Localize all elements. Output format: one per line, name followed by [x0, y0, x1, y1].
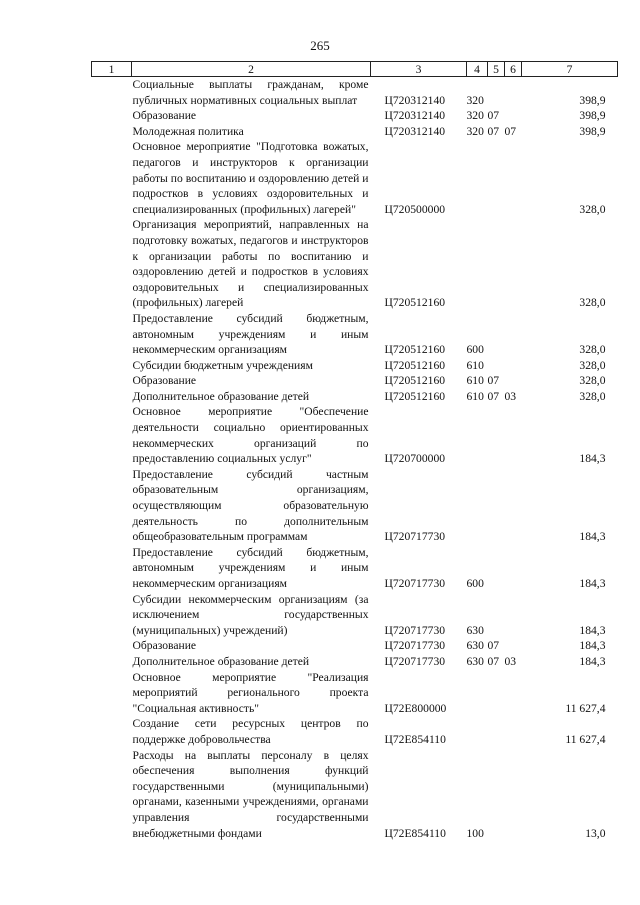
row-amount: 184,3 — [579, 654, 606, 668]
row-kvr: 630 — [466, 623, 484, 637]
row-kvr: 610 — [466, 358, 484, 372]
row-kvr: 320 — [466, 124, 484, 138]
row-pr — [505, 311, 522, 358]
row-amount: 184,3 — [579, 530, 606, 544]
table-row — [92, 124, 618, 140]
table-row — [92, 545, 618, 592]
row-name: Основное мероприятие "Реализация мероприятий регионального проекта "Социальная активность" — [132, 670, 369, 715]
row-pr — [505, 217, 522, 311]
spacer-cell — [92, 545, 132, 592]
table-row — [92, 716, 618, 747]
row-name: Дополнительное образование детей — [132, 654, 310, 668]
row-rz: 07 — [487, 389, 500, 403]
row-name: Создание сети ресурсных центров по поддержке добровольчества — [132, 717, 369, 746]
row-kvr — [467, 467, 488, 545]
row-rz — [488, 545, 505, 592]
table-row — [92, 108, 618, 124]
row-kvr — [467, 670, 488, 717]
row-code: Ц72Е800000 — [384, 701, 447, 715]
row-name: Образование — [132, 374, 197, 388]
row-amount: 184,3 — [579, 577, 606, 590]
row-code: Ц72Е854110 — [384, 826, 446, 840]
row-rz — [488, 467, 505, 545]
row-rz — [488, 670, 505, 717]
table-row — [92, 389, 618, 405]
row-rz: 07 — [487, 654, 500, 668]
row-kvr: 320 — [466, 93, 484, 107]
table-row — [92, 139, 618, 217]
spacer-cell — [92, 716, 132, 747]
header-cell-1: 1 — [92, 62, 132, 77]
row-name: Предоставление субсидий бюджетным, автономным учреждениям и иным некоммерческим организациям — [132, 545, 369, 590]
row-name: Основное мероприятие "Подготовка вожатых, педагогов и инструкторов к организации работы по воспитанию и оздоровлению детей и подростков в условиях оздоровительных и специализированных (профильных) лагерей" — [132, 140, 369, 216]
row-code: Ц720500000 — [384, 202, 446, 216]
spacer-cell — [92, 389, 132, 405]
row-name: Субсидии некоммерческим организациям (за исключением государственных (муниципальных) учреждений) — [132, 592, 369, 637]
row-amount: 328,0 — [579, 374, 606, 388]
row-kvr: 100 — [466, 826, 484, 840]
header-cell-5: 5 — [488, 62, 505, 77]
row-pr — [505, 404, 522, 466]
row-amount: 398,9 — [579, 124, 606, 138]
row-amount: 328,0 — [579, 358, 606, 372]
row-code: Ц720717730 — [384, 623, 446, 637]
row-code: Ц720717730 — [384, 654, 446, 668]
spacer-cell — [92, 654, 132, 670]
row-amount: 328,0 — [579, 389, 606, 403]
table-row — [92, 311, 618, 358]
row-name: Основное мероприятие "Обеспечение деятельности социально ориентированных некоммерческих организаций по предоставлению социальных услуг" — [132, 405, 369, 466]
spacer-cell — [92, 77, 132, 109]
table-row — [92, 748, 618, 842]
row-pr — [505, 373, 522, 389]
table-row — [92, 358, 618, 374]
table-row — [92, 592, 618, 639]
spacer-cell — [92, 217, 132, 311]
row-code: Ц720312140 — [384, 124, 446, 138]
row-kvr: 610 — [466, 389, 484, 403]
row-kvr: 630 — [466, 639, 484, 653]
row-kvr: 320 — [466, 109, 484, 123]
row-rz — [488, 716, 505, 747]
row-kvr: 610 — [466, 374, 484, 388]
header-cell-3: 3 — [371, 62, 467, 77]
header-cell-6: 6 — [505, 62, 522, 77]
table-row — [92, 670, 618, 717]
header-cell-7: 7 — [522, 62, 618, 77]
row-pr — [505, 545, 522, 592]
row-kvr: 600 — [466, 343, 484, 357]
spacer-cell — [92, 124, 132, 140]
spacer-cell — [92, 311, 132, 358]
row-kvr: 630 — [466, 654, 484, 668]
table-row — [92, 404, 618, 466]
spacer-cell — [92, 358, 132, 374]
row-amount: 184,3 — [579, 623, 606, 637]
row-pr — [505, 592, 522, 639]
budget-table — [91, 61, 618, 841]
row-rz: 07 — [487, 124, 500, 138]
row-code: Ц720512160 — [384, 374, 446, 388]
spacer-cell — [92, 638, 132, 654]
table-row — [92, 77, 618, 109]
spacer-cell — [92, 467, 132, 545]
row-code: Ц720312140 — [384, 109, 446, 123]
row-name: Образование — [132, 109, 197, 123]
row-rz — [488, 748, 505, 842]
row-code: Ц720700000 — [384, 452, 446, 466]
header-cell-2: 2 — [132, 62, 371, 77]
row-rz — [488, 592, 505, 639]
row-code: Ц720512160 — [384, 389, 446, 403]
row-pr — [505, 467, 522, 545]
row-rz: 07 — [487, 109, 500, 123]
row-code: Ц72Е854110 — [384, 732, 446, 746]
table-row — [92, 467, 618, 545]
row-name: Образование — [132, 639, 197, 653]
row-kvr — [467, 404, 488, 466]
row-code: Ц720717730 — [384, 530, 446, 544]
row-rz — [488, 77, 505, 109]
row-amount: 13,0 — [585, 826, 606, 840]
row-name: Дополнительное образование детей — [132, 389, 310, 403]
row-amount: 11 627,4 — [565, 701, 606, 715]
row-name: Субсидии бюджетным учреждениям — [132, 358, 313, 372]
spacer-cell — [92, 139, 132, 217]
row-amount: 184,3 — [579, 639, 606, 653]
row-rz: 07 — [487, 374, 500, 388]
row-code: Ц720312140 — [384, 93, 446, 107]
row-pr: 07 — [504, 124, 517, 138]
table-row — [92, 638, 618, 654]
spacer-cell — [92, 404, 132, 466]
spacer-cell — [92, 748, 132, 842]
row-code: Ц720512160 — [384, 343, 446, 357]
row-kvr — [467, 716, 488, 747]
row-name: Социальные выплаты гражданам, кроме публичных нормативных социальных выплат — [132, 78, 369, 107]
row-kvr — [467, 217, 488, 311]
spacer-cell — [92, 670, 132, 717]
row-code: Ц720717730 — [384, 639, 446, 653]
row-rz — [488, 311, 505, 358]
row-rz: 07 — [487, 639, 500, 653]
row-rz — [488, 404, 505, 466]
row-pr — [505, 716, 522, 747]
row-amount: 11 627,4 — [565, 732, 606, 746]
spacer-cell — [92, 373, 132, 389]
row-name: Расходы на выплаты персоналу в целях обеспечения выполнения функций государственными (муниципальными) органами, казенными учреждениями, органами управления государственными внебюджетными фондами — [132, 748, 369, 840]
page-number: 265 — [310, 38, 330, 53]
table-row — [92, 654, 618, 670]
row-pr: 03 — [504, 654, 517, 668]
row-pr — [505, 77, 522, 109]
row-amount: 398,9 — [579, 93, 606, 107]
header-cell-4: 4 — [467, 62, 488, 77]
table-row — [92, 217, 618, 311]
spacer-cell — [92, 108, 132, 124]
row-pr — [505, 638, 522, 654]
row-amount: 184,3 — [579, 452, 606, 466]
row-pr — [505, 358, 522, 374]
row-pr: 03 — [504, 389, 517, 403]
row-amount: 328,0 — [579, 343, 606, 357]
row-amount: 328,0 — [579, 296, 606, 310]
table-row — [92, 373, 618, 389]
row-pr — [505, 670, 522, 717]
row-amount: 328,0 — [579, 202, 606, 216]
row-name: Предоставление субсидий бюджетным, автономным учреждениям и иным некоммерческим организациям — [132, 311, 369, 357]
row-code: Ц720512160 — [384, 296, 446, 310]
row-rz — [488, 217, 505, 311]
row-name: Молодежная политика — [132, 124, 244, 138]
row-pr — [505, 139, 522, 217]
row-name: Предоставление субсидий частным образовательным организациям, осуществляющим образовательную деятельность по дополнительным общеобразовательным программам — [132, 467, 369, 544]
row-rz — [488, 139, 505, 217]
spacer-cell — [92, 592, 132, 639]
row-code: Ц720717730 — [384, 577, 446, 590]
row-code: Ц720512160 — [384, 358, 446, 372]
row-rz — [488, 358, 505, 374]
row-kvr: 600 — [466, 577, 484, 590]
row-pr — [505, 748, 522, 842]
row-pr — [505, 108, 522, 124]
table-header-row — [92, 62, 618, 77]
row-name: Организация мероприятий, направленных на подготовку вожатых, педагогов и инструкторов к организации работы по воспитанию и оздоровлению детей и подростков в условиях оздоровительных и специализированных (профильных) лагерей — [132, 218, 369, 310]
row-kvr — [467, 139, 488, 217]
row-amount: 398,9 — [579, 109, 606, 123]
